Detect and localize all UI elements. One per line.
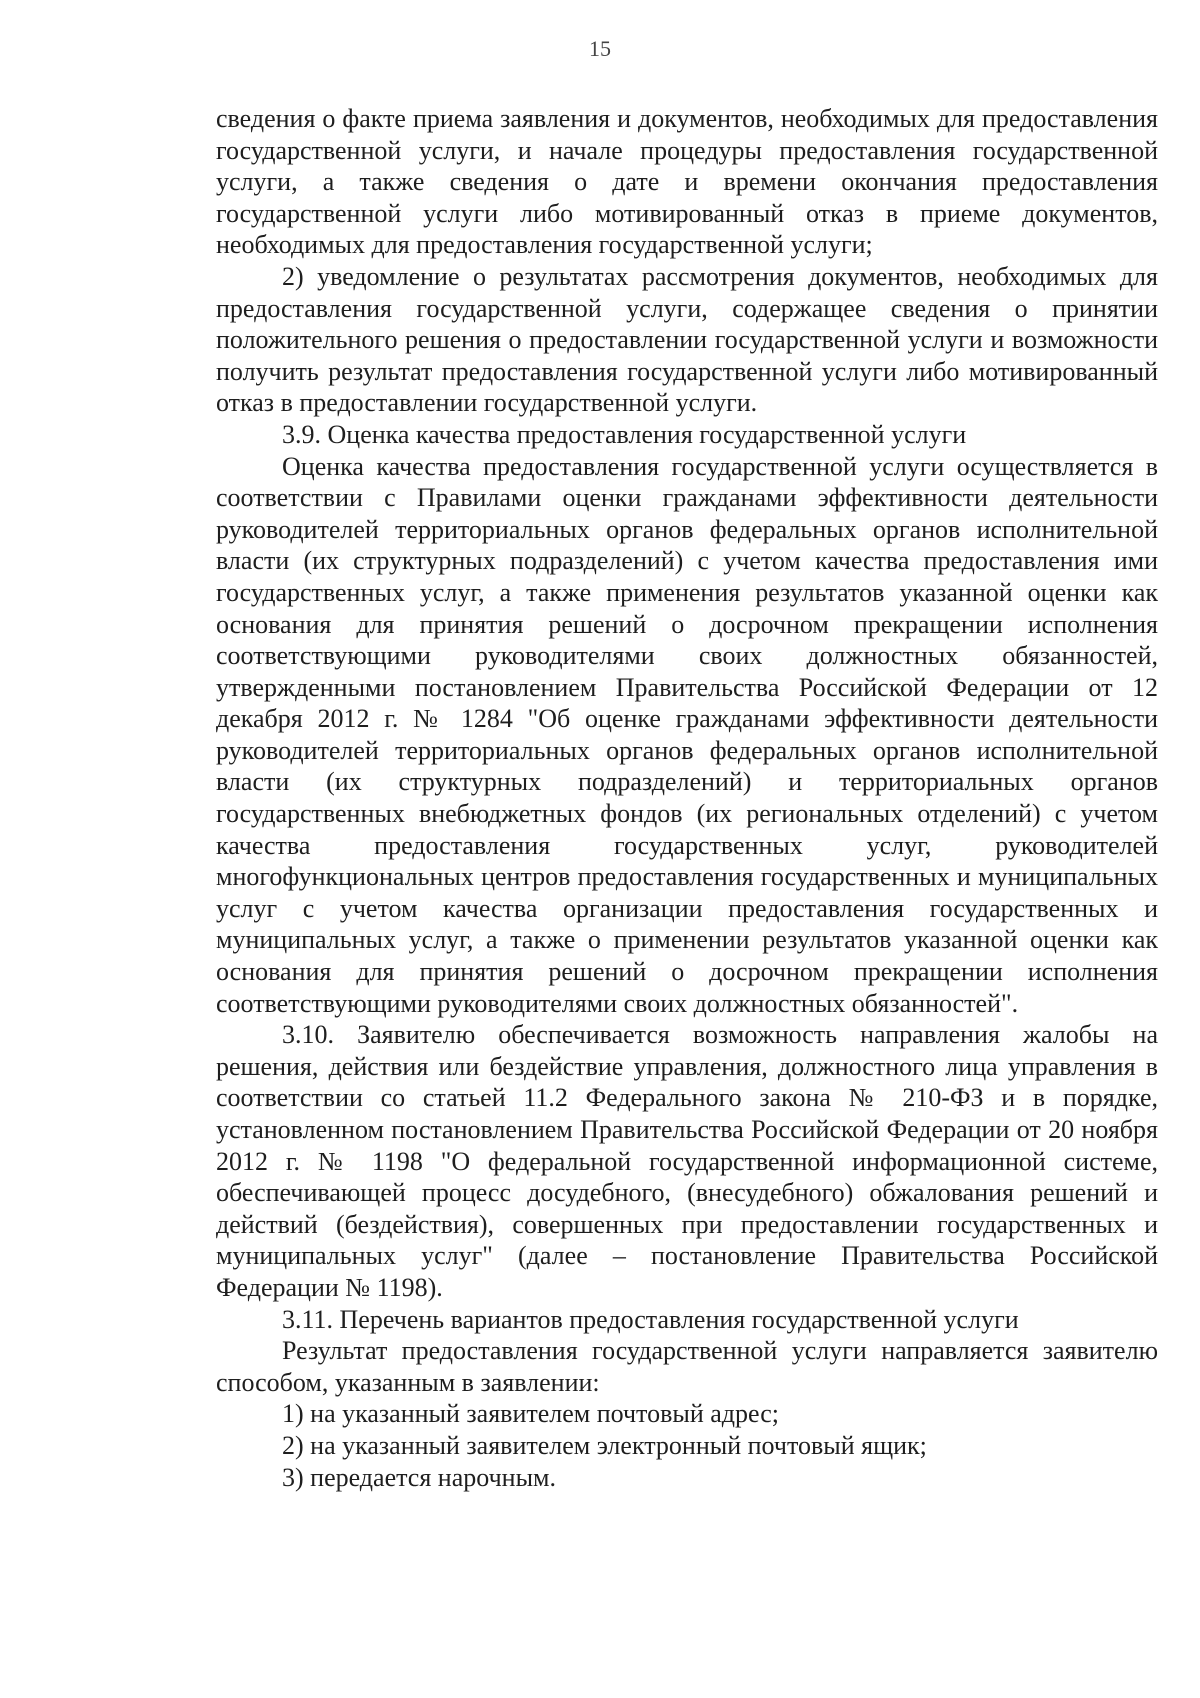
paragraph-item-2: 2) уведомление о результатах рассмотрения документов, необходимых для предоставления государственной услуги, содержащее сведения о принятии положительного решения о предоставлении государственной услуги и возможности получить результат предоставления государственной услуги либо мотивированный отказ в предоставлении государственной услуги.: [216, 261, 1158, 418]
section-heading-3-9: 3.9. Оценка качества предоставления государственной услуги: [282, 419, 967, 449]
paragraph-result-delivery: Результат предоставления государственной услуги направляется заявителю способом, указанным в заявлении:: [216, 1336, 1158, 1397]
paragraph-3-10: 3.10. Заявителю обеспечивается возможность направления жалобы на решения, действия или бездействие управления, должностного лица управления в соответствии со статьей 11.2 Федерального закона № 210-ФЗ и в порядке, установленном постановлением Правительства Российской Федерации от 20 ноября 2012 г. № 1198 "О федеральной государственной информационной системе, обеспечивающей процесс досудебного, (внесудебного) обжалования решений и действий (бездействия), совершенных при предоставлении государственных и муниципальных услуг" (далее – постановление Правительства Российской Федерации № 1198).: [216, 1020, 1158, 1302]
document-body: [216, 103, 1158, 1493]
paragraph-continuation: сведения о факте приема заявления и документов, необходимых для предоставления государственной услуги, и начале процедуры предоставления государственной услуги, а также сведения о дате и времени окончания предоставления государственной услуги либо мотивированный отказ в приеме документов, необходимых для предоставления государственной услуги;: [216, 104, 1158, 260]
section-heading-3-11: 3.11. Перечень вариантов предоставления государственной услуги: [282, 1304, 1019, 1334]
page-number: 15: [589, 36, 611, 61]
paragraph-quality-assessment: Оценка качества предоставления государственной услуги осуществляется в соответствии с Правилами оценки гражданами эффективности деятельности руководителей территориальных органов федеральных органов исполнительной власти (их структурных подразделений) с учетом качества предоставления ими государственных услуг, а также применения результатов указанной оценки как основания для принятия решений о досрочном прекращении исполнения соответствующими руководителями своих должностных обязанностей, утвержденными постановлением Правительства Российской Федерации от 12 декабря 2012 г. № 1284 "Об оценке гражданами эффективности деятельности руководителей территориальных органов федеральных органов исполнительной власти (их структурных подразделений) и территориальных органов государственных внебюджетных фондов (их региональных отделений) с учетом качества предоставления государственных услуг, руководителей многофункциональных центров предоставления государственных и муниципальных услуг с учетом качества организации предоставления государственных и муниципальных услуг, а также о применении результатов указанной оценки как основания для принятия решений о досрочном прекращении исполнения соответствующими руководителями своих должностных обязанностей".: [216, 451, 1158, 1018]
list-item-3: 3) передается нарочным.: [282, 1462, 556, 1492]
list-item-1: 1) на указанный заявителем почтовый адрес;: [282, 1399, 779, 1429]
list-item-2: 2) на указанный заявителем электронный почтовый ящик;: [282, 1430, 927, 1460]
